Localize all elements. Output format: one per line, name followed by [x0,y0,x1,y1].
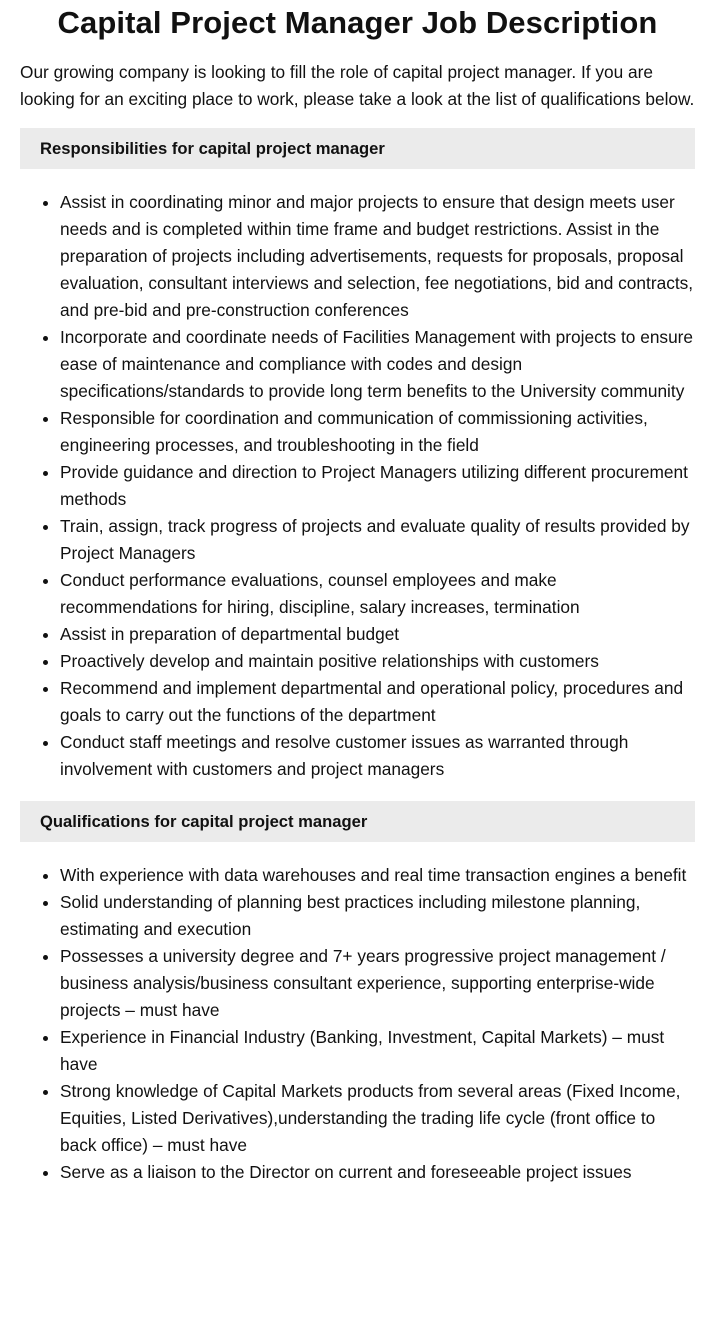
responsibility-item: • Provide guidance and direction to Project Managers utilizing different procurement methods [60,459,695,513]
responsibilities-list [20,189,695,783]
intro-paragraph: Our growing company is looking to fill the role of capital project manager. If you are looking for an exciting place to work, please take a look at the list of qualifications below. [20,62,695,109]
responsibility-item: • Recommend and implement departmental and operational policy, procedures and goals to carry out the functions of the department [60,675,695,729]
qualification-item: • Solid understanding of planning best practices including milestone planning, estimating and execution [60,889,695,943]
page-title: Capital Project Manager Job Description [57,5,658,40]
responsibility-item: • Assist in coordinating minor and major projects to ensure that design meets user needs and is completed within time frame and budget restrictions. Assist in the preparation of projects including advertisements, requests for proposals, proposal evaluation, consultant interviews and selection, fee negotiations, bid and contracts, and pre-bid and pre-construction conferences [60,189,695,324]
responsibility-item: • Train, assign, track progress of projects and evaluate quality of results provided by Project Managers [60,513,695,567]
qualification-item: • With experience with data warehouses and real time transaction engines a benefit [60,862,695,889]
qualification-item: • Strong knowledge of Capital Markets products from several areas (Fixed Income, Equities, Listed Derivatives),understanding the trading life cycle (front office to back office) – must have [60,1078,695,1159]
responsibility-item: • Conduct staff meetings and resolve customer issues as warranted through involvement with customers and project managers [60,729,695,783]
qualification-item: • Possesses a university degree and 7+ years progressive project management / business analysis/business consultant experience, supporting enterprise-wide projects – must have [60,943,695,1024]
responsibility-item: • Proactively develop and maintain positive relationships with customers [60,648,695,675]
responsibility-item: • Conduct performance evaluations, counsel employees and make recommendations for hiring, discipline, salary increases, termination [60,567,695,621]
qualifications-list [20,862,695,1186]
qualification-item: • Serve as a liaison to the Director on current and foreseeable project issues [60,1159,695,1186]
responsibility-item: • Assist in preparation of departmental budget [60,621,695,648]
responsibilities-heading: Responsibilities for capital project manager [20,128,695,169]
qualifications-heading: Qualifications for capital project manager [20,801,695,842]
responsibility-item: • Responsible for coordination and communication of commissioning activities, engineering processes, and troubleshooting in the field [60,405,695,459]
job-description-page [0,2,720,1186]
responsibility-item: • Incorporate and coordinate needs of Facilities Management with projects to ensure ease of maintenance and compliance with codes and design specifications/standards to provide long term benefits to the University community [60,324,695,405]
qualification-item: • Experience in Financial Industry (Banking, Investment, Capital Markets) – must have [60,1024,695,1078]
